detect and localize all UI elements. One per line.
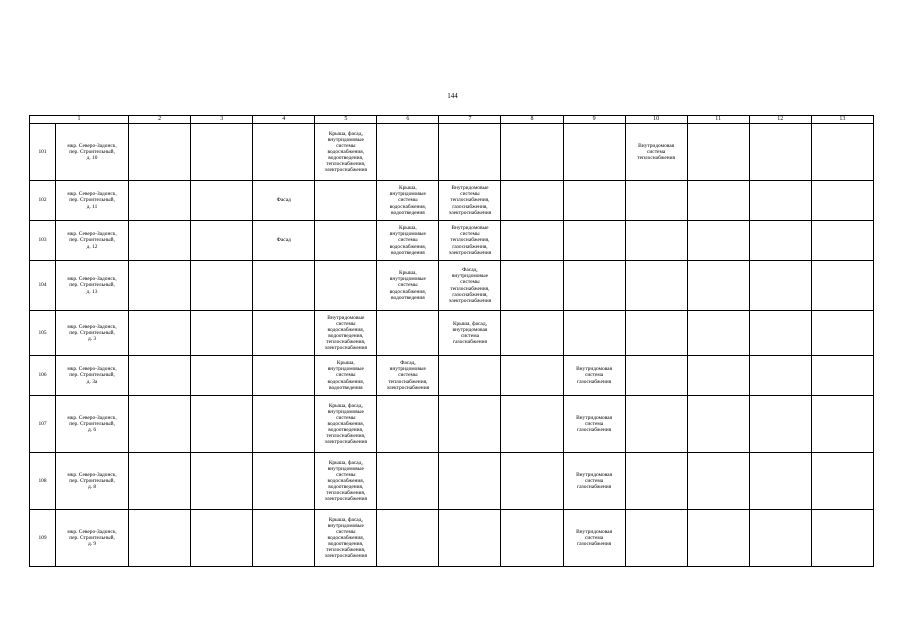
address-cell: мкр. Северо-Задонск, пер. Строительный, д. 11 <box>56 181 129 221</box>
column-header: 8 <box>501 116 563 124</box>
work-cell: Крыша, внутридомовые системы водоснабжения, водоотведения <box>377 181 439 221</box>
work-cell <box>687 396 749 453</box>
work-cell <box>749 510 811 567</box>
address-cell: мкр. Северо-Задонск, пер. Строительный, д. 3 <box>56 311 129 356</box>
work-cell <box>625 181 687 221</box>
work-cell <box>749 261 811 311</box>
work-cell <box>501 510 563 567</box>
work-cell <box>811 453 873 510</box>
column-header: 9 <box>563 116 625 124</box>
work-cell <box>625 311 687 356</box>
work-cell <box>377 396 439 453</box>
page-number: 144 <box>447 92 458 100</box>
row-number-cell: 104 <box>30 261 56 311</box>
work-cell <box>253 356 315 396</box>
work-cell: Внутридомовая система газоснабжения <box>563 510 625 567</box>
work-cell <box>563 221 625 261</box>
work-cell <box>191 261 253 311</box>
address-cell: мкр. Северо-Задонск, пер. Строительный, д. 6 <box>56 396 129 453</box>
column-header: 7 <box>439 116 501 124</box>
work-cell <box>129 396 191 453</box>
work-cell <box>501 356 563 396</box>
work-cell: Внутридомовые системы теплоснабжения, газоснабжения, электроснабжения <box>439 181 501 221</box>
work-cell: Фасад, внутридомовые системы теплоснабжения, газоснабжения, электроснабжения <box>439 261 501 311</box>
work-cell <box>129 510 191 567</box>
work-cell: Крыша, внутридомовые системы водоснабжения, водоотведения <box>377 221 439 261</box>
work-cell: Фасад, внутридомовые системы теплоснабжения, электроснабжения <box>377 356 439 396</box>
row-number-cell: 105 <box>30 311 56 356</box>
work-cell <box>811 181 873 221</box>
work-cell <box>129 356 191 396</box>
work-cell <box>625 396 687 453</box>
work-cell <box>315 261 377 311</box>
address-cell: мкр. Северо-Задонск, пер. Строительный, д. 3а <box>56 356 129 396</box>
work-cell <box>625 261 687 311</box>
work-cell <box>749 181 811 221</box>
work-cell: Внутридомовая система газоснабжения <box>563 396 625 453</box>
work-cell <box>439 510 501 567</box>
table-row <box>30 181 874 221</box>
work-cell <box>439 356 501 396</box>
work-cell <box>563 181 625 221</box>
work-cell <box>439 124 501 181</box>
work-cell <box>811 311 873 356</box>
work-cell <box>253 396 315 453</box>
row-number-cell: 109 <box>30 510 56 567</box>
work-cell: Крыша, фасад, внутридомовые системы водоснабжения, водоотведения, теплоснабжения, электроснабжения <box>315 396 377 453</box>
work-cell: Фасад <box>253 181 315 221</box>
work-cell <box>811 261 873 311</box>
table-row <box>30 221 874 261</box>
work-cell <box>749 356 811 396</box>
work-cell <box>749 124 811 181</box>
work-cell <box>687 124 749 181</box>
work-cell <box>749 221 811 261</box>
work-cell: Крыша, фасад, внутридомовые системы водоснабжения, водоотведения, теплоснабжения, электроснабжения <box>315 453 377 510</box>
column-header: 12 <box>749 116 811 124</box>
work-cell: Крыша, фасад, внутридомовые системы водоснабжения, водоотведения, теплоснабжения, электроснабжения <box>315 510 377 567</box>
work-cell <box>687 356 749 396</box>
repair-schedule-table <box>29 115 874 567</box>
address-cell: мкр. Северо-Задонск, пер. Строительный, д. 13 <box>56 261 129 311</box>
work-cell <box>501 261 563 311</box>
work-cell: Фасад <box>253 221 315 261</box>
work-cell <box>501 453 563 510</box>
work-cell: Внутридомовая система газоснабжения <box>563 356 625 396</box>
row-number-cell: 106 <box>30 356 56 396</box>
work-cell <box>687 181 749 221</box>
work-cell <box>191 356 253 396</box>
work-cell <box>501 396 563 453</box>
table-row <box>30 356 874 396</box>
work-cell <box>811 510 873 567</box>
work-cell <box>253 124 315 181</box>
work-cell <box>687 311 749 356</box>
work-cell <box>687 261 749 311</box>
work-cell <box>563 311 625 356</box>
work-cell <box>625 510 687 567</box>
work-cell <box>129 221 191 261</box>
work-cell <box>501 311 563 356</box>
work-cell: Внутридомовые системы теплоснабжения, газоснабжения, электроснабжения <box>439 221 501 261</box>
work-cell: Внутридомовая система газоснабжения <box>563 453 625 510</box>
address-cell: мкр. Северо-Задонск, пер. Строительный, д. 9 <box>56 510 129 567</box>
work-cell <box>377 453 439 510</box>
table-row <box>30 261 874 311</box>
address-cell: мкр. Северо-Задонск, пер. Строительный, д. 8 <box>56 453 129 510</box>
work-cell <box>749 453 811 510</box>
work-cell <box>191 221 253 261</box>
column-header: 1 <box>30 116 129 124</box>
column-header: 2 <box>129 116 191 124</box>
work-cell <box>625 356 687 396</box>
work-cell <box>191 181 253 221</box>
work-cell <box>191 396 253 453</box>
work-cell <box>749 311 811 356</box>
work-cell <box>811 124 873 181</box>
work-cell <box>129 311 191 356</box>
work-cell <box>377 510 439 567</box>
work-cell: Внутридомовые системы водоснабжения, водоотведения, теплоснабжения, электроснабжения <box>315 311 377 356</box>
work-cell <box>501 221 563 261</box>
table-row <box>30 124 874 181</box>
work-cell <box>811 221 873 261</box>
address-cell: мкр. Северо-Задонск, пер. Строительный, д. 12 <box>56 221 129 261</box>
work-cell <box>315 221 377 261</box>
work-cell <box>439 453 501 510</box>
column-header: 10 <box>625 116 687 124</box>
work-cell <box>253 261 315 311</box>
work-cell <box>687 453 749 510</box>
work-cell <box>687 510 749 567</box>
work-cell <box>191 510 253 567</box>
table-row <box>30 453 874 510</box>
table-row <box>30 510 874 567</box>
work-cell <box>811 396 873 453</box>
row-number-cell: 101 <box>30 124 56 181</box>
work-cell <box>129 261 191 311</box>
work-cell <box>687 221 749 261</box>
work-cell <box>377 124 439 181</box>
row-number-cell: 108 <box>30 453 56 510</box>
work-cell <box>191 453 253 510</box>
column-header: 6 <box>377 116 439 124</box>
column-header: 4 <box>253 116 315 124</box>
work-cell <box>625 453 687 510</box>
work-cell <box>439 396 501 453</box>
work-cell: Крыша, фасад, внутридомовые системы водоснабжения, водоотведения, теплоснабжения, электроснабжения <box>315 124 377 181</box>
table-row <box>30 311 874 356</box>
work-cell <box>253 311 315 356</box>
work-cell: Крыша, внутридомовые системы водоснабжения, водоотведения <box>377 261 439 311</box>
work-cell <box>811 356 873 396</box>
header-row <box>30 116 874 124</box>
work-cell <box>253 453 315 510</box>
work-cell <box>129 453 191 510</box>
work-cell <box>129 181 191 221</box>
row-number-cell: 103 <box>30 221 56 261</box>
work-cell: Крыша, внутридомовые системы водоснабжения, водоотведения <box>315 356 377 396</box>
work-cell: Крыша, фасад, внутридомовая система газоснабжения <box>439 311 501 356</box>
work-cell <box>501 181 563 221</box>
work-cell <box>563 261 625 311</box>
work-cell <box>129 124 191 181</box>
work-cell <box>625 221 687 261</box>
table-row <box>30 396 874 453</box>
work-cell <box>253 510 315 567</box>
work-cell <box>315 181 377 221</box>
work-cell <box>377 311 439 356</box>
work-cell <box>191 124 253 181</box>
work-cell <box>501 124 563 181</box>
row-number-cell: 107 <box>30 396 56 453</box>
work-cell <box>191 311 253 356</box>
column-header: 13 <box>811 116 873 124</box>
address-cell: мкр. Северо-Задонск, пер. Строительный, д. 10 <box>56 124 129 181</box>
row-number-cell: 102 <box>30 181 56 221</box>
work-cell <box>749 396 811 453</box>
column-header: 11 <box>687 116 749 124</box>
column-header: 5 <box>315 116 377 124</box>
work-cell <box>563 124 625 181</box>
work-cell: Внутридомовая система теплоснабжения <box>625 124 687 181</box>
column-header: 3 <box>191 116 253 124</box>
